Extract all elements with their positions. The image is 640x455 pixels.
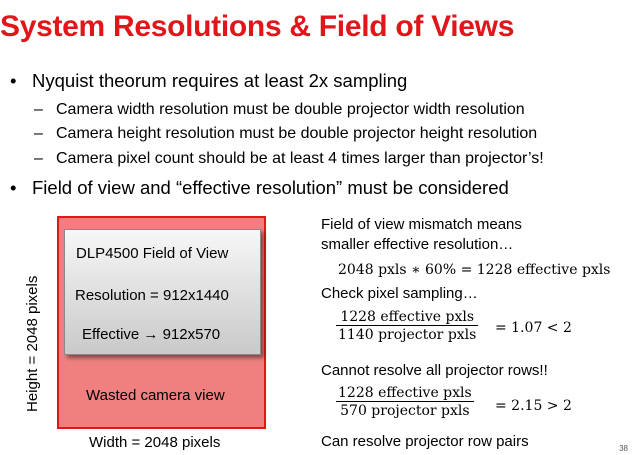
fov-mismatch-line2: smaller effective resolution…	[321, 236, 514, 253]
fraction-rows-result: = 1.07 < 2	[495, 320, 572, 336]
check-sampling-label: Check pixel sampling…	[321, 285, 478, 302]
sub-bullet-width	[34, 101, 525, 119]
resolution-label: Resolution = 912x1440	[75, 287, 229, 304]
bullet-field-of-view	[10, 177, 509, 199]
sub-text: Camera height resolution must be double projector height resolution	[56, 125, 538, 142]
fraction-rows	[336, 309, 478, 343]
fraction-denominator: 570 projector pxls	[336, 401, 474, 419]
fov-mismatch-line1: Field of view mismatch means	[321, 216, 522, 233]
bullet-dot: •	[10, 177, 17, 198]
sub-bullet-pixel-count	[34, 150, 544, 168]
effective-equation: 2048 pxls ∗ 60% = 1228 effective pxls	[338, 262, 611, 278]
fraction-denominator: 1140 projector pxls	[338, 327, 477, 343]
sub-dash: –	[34, 150, 43, 167]
bullet-nyquist	[10, 70, 407, 92]
sub-text: Camera width resolution must be double projector width resolution	[56, 101, 525, 118]
bullet-dot: •	[10, 70, 17, 91]
height-label: Height = 2048 pixels	[24, 275, 41, 412]
bullet-text: Field of view and “effective resolution” must be considered	[32, 177, 509, 198]
sub-dash: –	[34, 125, 43, 142]
fraction-row-pairs-result: = 2.15 > 2	[495, 398, 572, 414]
sub-text: Camera pixel count should be at least 4 times larger than projector’s!	[56, 150, 544, 167]
sub-dash: –	[34, 101, 43, 118]
can-resolve-label: Can resolve projector row pairs	[321, 433, 529, 450]
fraction-numerator: 1228 effective pxls	[340, 309, 475, 325]
cannot-resolve-label: Cannot resolve all projector rows!!	[321, 362, 548, 379]
sub-bullet-height	[34, 125, 537, 143]
fraction-numerator: 1228 effective pxls	[338, 385, 472, 401]
wasted-camera-label: Wasted camera view	[86, 387, 225, 404]
projector-fov-title: DLP4500 Field of View	[76, 245, 229, 262]
page-number: 38	[619, 444, 628, 453]
fraction-row-pairs	[336, 385, 474, 419]
width-label: Width = 2048 pixels	[89, 434, 221, 451]
slide-title: System Resolutions & Field of Views	[0, 10, 515, 43]
bullet-text: Nyquist theorum requires at least 2x sampling	[32, 70, 408, 91]
effective-label: Effective → 912x570	[82, 326, 221, 343]
